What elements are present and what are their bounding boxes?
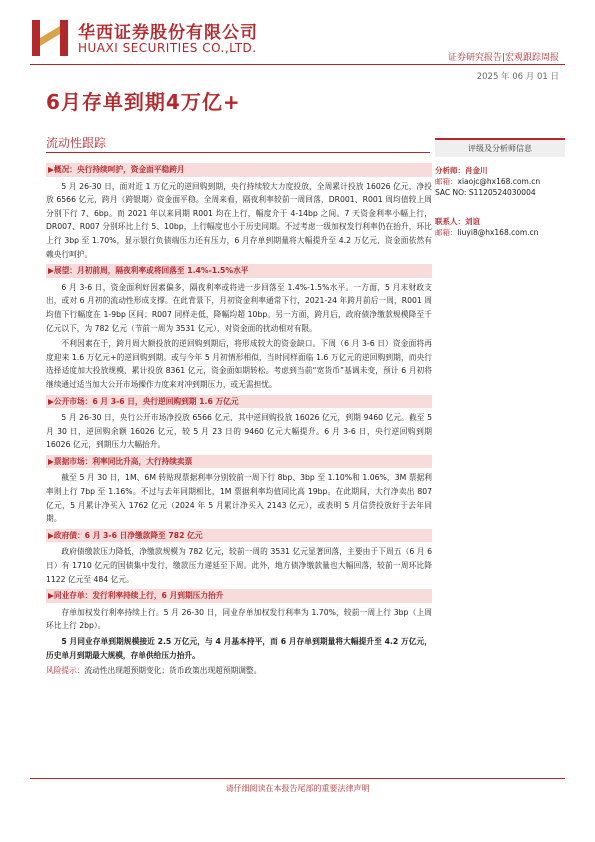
risk-warning xyxy=(46,664,432,678)
section-divider xyxy=(46,152,430,153)
header-divider xyxy=(30,64,565,65)
company-name-cn: 华西证券股份有限公司 xyxy=(78,23,258,43)
report-title: 6月存单到期4万亿+ xyxy=(46,90,241,114)
paragraph: 存单加权发行利率持续上行。5 月 26-30 日，同业存单加权发行利率为 1.70%，较前一周上行 3bp（上周环比上行 2bp）。 xyxy=(46,607,432,631)
email-label: 邮箱： xyxy=(435,177,458,186)
contact-email[interactable]: liuyi8@hx168.com.cn xyxy=(457,228,539,237)
paragraph: 不利因素在于，跨月周大额投放的逆回购到期后，将形成较大的资金缺口。下周（6 月 3-6 日）资金面将再度迎来 1.6 万亿元+的逆回购到期。或与今年 5 月初情形相似，当时同样面临 1.6 万亿元的逆回购到期，而央行选择适度加大投放规模，累计投放 8361 亿元，资金面如期转松。考虑到当前“宽货币”基调未变，预计 6 月初将继续通过适当加大公开市场操作力度来对冲到期压力，或无需担忧。 xyxy=(46,339,432,389)
heading-open-market: ▶公开市场：6 月 3-6 日，央行逆回购到期 1.6 万亿元 xyxy=(46,395,432,409)
company-name-en: HUAXI SECURITIES CO.,LTD. xyxy=(78,41,257,55)
paragraph: 5 月 26-30 日，央行公开市场净投放 6566 亿元，其中逆回购投放 16026 亿元，到期 9460 亿元。截至 5 月 30 日，逆回购余额 16026 亿元，较 5 月 23 日的 9460 亿元大幅提升。6 月 3-6 日，央行逆回购到期 16026 亿元，到期压力大幅抬升。 xyxy=(46,413,432,450)
paragraph: 政府债缴款压力降低，净缴款规模为 782 亿元，较前一周的 3531 亿元显著回落，主要由于下周五（6 月 6 日）有 1710 亿元的国债集中发行，缴款压力递延至下周。此外，地方债净缴款量也大幅回落，较前一周环比降 1122 亿元至 484 亿元。 xyxy=(46,547,432,584)
contact-info xyxy=(435,216,565,238)
heading-outlook: ▶展望：月初前周，隔夜利率或将回落至 1.4%-1.5%水平 xyxy=(46,264,432,278)
risk-text: 流动性出现超预期变化；货币政策出现超预期调整。 xyxy=(84,666,262,676)
heading-ncd: ▶同业存单：发行利率持续上行，6 月到期压力抬升 xyxy=(46,589,432,603)
heading-bill-market: ▶票据市场：利率同比升高，大行持续卖票 xyxy=(46,455,432,469)
report-body xyxy=(46,160,432,680)
email-label: 邮箱： xyxy=(435,228,458,237)
footer-divider xyxy=(30,778,565,779)
analyst-sidebar xyxy=(435,138,565,238)
paragraph: 5 月 26-30 日，面对近 1 万亿元的逆回购到期，央行持续较大力度投放，全周累计投放 16026 亿元，净投放 6566 亿元，跨月（跨银期）资金面平稳。全周来看，隔夜利率较前一周回落，DR001、R001 周均值较上周分别下行 7、6bp。而 2021 年以来同期 R001 均在上行，幅度介于 4-14bp 之间。7 天资金利率小幅上行，DR007、R007 分别环比上行 5、10bp，上行幅度也小于历史同期。不过考虑一级加权发行利率仍在抬升，环比上行 3bp 至 1.70%，显示银行负债端压力还有压力，6 月存单到期量将大幅提升至 4.2 万亿元，资金面依然有赖央行呵护。 xyxy=(46,181,432,259)
report-date: 2025 年 06 月 01 日 xyxy=(476,72,559,82)
analyst-email[interactable]: xiaojc@hx168.com.cn xyxy=(457,177,541,186)
section-title: 流动性跟踪 xyxy=(46,136,107,150)
paragraph: 6 月 3-6 日，资金面利好因素偏多，隔夜利率或将进一步回落至 1.4%-1.5%水平。一方面，5 月末财政支出，或对 6 月初的流动性形成支撑。在此背景下，月初资金利率通常下行，2021-24 年跨月前后一周，R001 周均值下行幅度在 1-9bp 区间；R007 同样走低，降幅均超 10bp。另一方面，跨月后，政府债净缴款规模降至千亿元以下，为 782 亿元（节前一周为 3531 亿元），对资金面的扰动相对有限。 xyxy=(46,282,432,333)
contact-name: 刘谊 xyxy=(465,217,480,226)
analyst-label: 分析师： xyxy=(435,166,465,175)
sac-number: S1120524030004 xyxy=(468,188,536,197)
risk-label: 风险提示： xyxy=(46,666,85,676)
report-type: 证券研究报告|宏观跟踪周报 xyxy=(447,53,559,63)
heading-gov-bonds: ▶政府债：6 月 3-6 日净缴款降至 782 亿元 xyxy=(46,529,432,543)
heading-overview: ▶概况：央行持续呵护，资金面平稳跨月 xyxy=(46,163,432,177)
legal-notice: 请仔细阅读在本报告尾部的重要法律声明 xyxy=(225,784,370,793)
sidebar-title: 评级及分析师信息 xyxy=(435,138,565,157)
paragraph: 5 月同业存单到期规模接近 2.5 万亿元，与 4 月基本持平，而 6 月存单到期量将大幅提升至 4.2 万亿元，历史单月到期最大规模，存单供给压力抬升。 xyxy=(46,637,432,660)
paragraph: 截至 5 月 30 日，1M、6M 转贴现票据利率分别较前一周下行 8bp、3bp 至 1.10%和 1.06%，3M 票据利率则上行 7bp 至 1.16%。不过与去年同期相比，1M 票据利率均值同比高 19bp。在此期间，大行净卖出 807 亿元，5 月累计净买入 1762 亿元（2024 年 5 月累计净买入 2143 亿元），或表明 5 月信贷投放好于去年同期。 xyxy=(46,473,432,524)
sac-label: SAC NO: xyxy=(435,188,467,197)
analyst-info xyxy=(435,165,565,198)
contact-label: 联系人： xyxy=(435,217,465,226)
company-logo xyxy=(30,18,70,58)
analyst-name: 肖金川 xyxy=(465,166,488,175)
